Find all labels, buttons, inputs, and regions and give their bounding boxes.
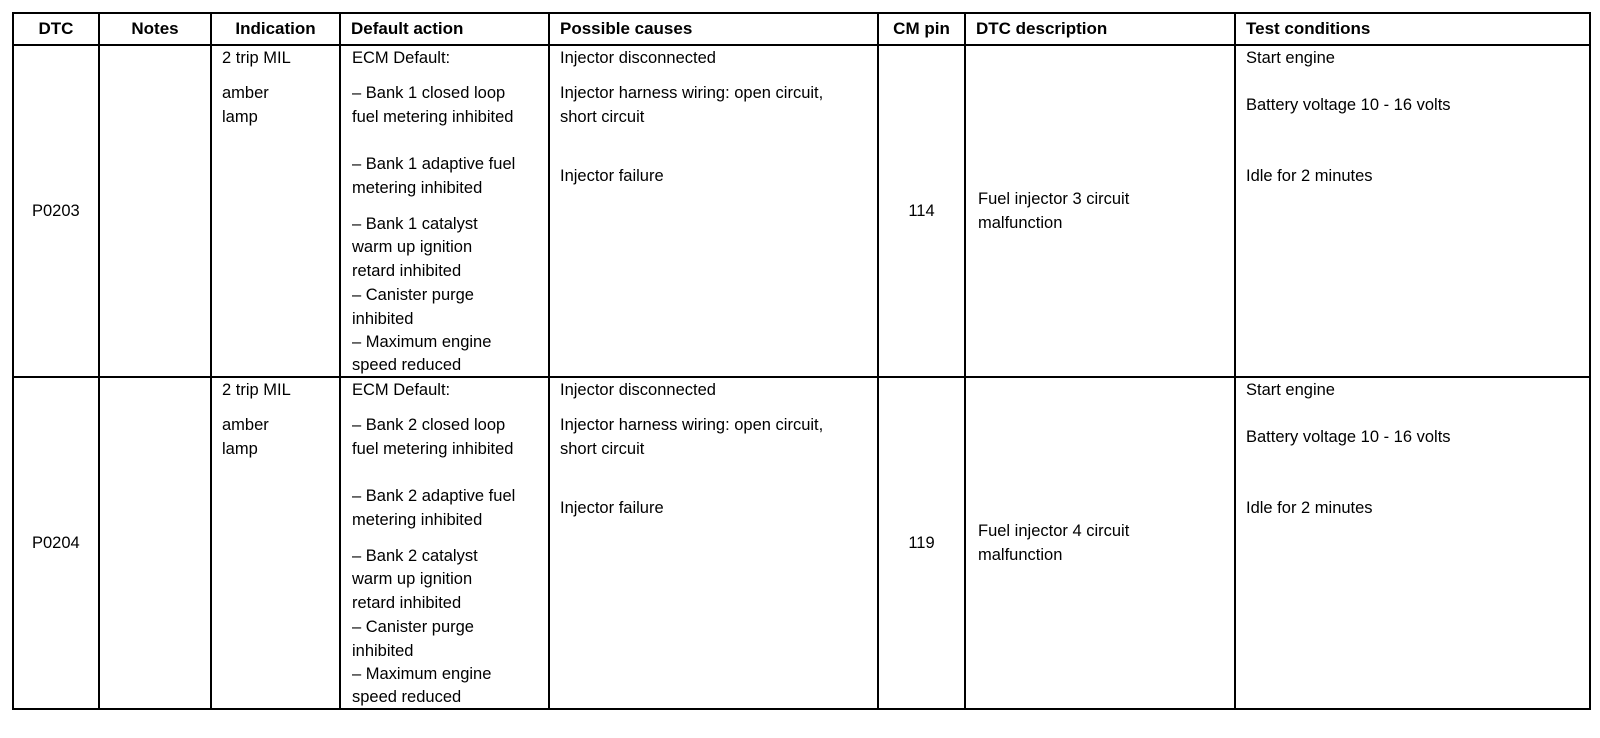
action-line: inhibited [352,642,414,660]
cause-line: Injector disconnected [560,49,716,67]
dtc-code-cell: P0204 [13,377,99,709]
action-line: warm up ignition [352,570,473,588]
test-line: Start engine [1246,49,1335,67]
action-line: retard inhibited [352,594,462,612]
cause-line: Injector harness wiring: open circuit, [560,84,824,102]
default-action-cell [340,377,549,709]
header-notes: Notes [99,13,211,45]
possible-causes-cell [549,377,878,709]
action-line: – Bank 1 catalyst [352,215,478,233]
indication-line: amber [222,416,269,434]
indication-line: 2 trip MIL [222,381,291,399]
indication-cell [211,45,340,377]
table-row [13,377,1590,709]
description-line: malfunction [978,214,1063,232]
action-line: metering inhibited [352,179,483,197]
indication-cell [211,377,340,709]
action-line: – Maximum engine [352,665,492,683]
cause-line: short circuit [560,108,645,126]
default-action-cell [340,45,549,377]
description-line: Fuel injector 3 circuit [978,190,1130,208]
action-line: inhibited [352,310,414,328]
action-line: – Bank 2 catalyst [352,547,478,565]
cm-pin-cell: 119 [878,377,965,709]
action-line: – Bank 1 adaptive fuel [352,155,516,173]
dtc-description-cell [965,377,1235,709]
action-line: – Maximum engine [352,333,492,351]
cause-line: Injector disconnected [560,381,716,399]
action-line: speed reduced [352,688,462,706]
test-line: Battery voltage 10 - 16 volts [1246,428,1451,446]
header-default-action: Default action [340,13,549,45]
description-line: malfunction [978,546,1063,564]
action-line: warm up ignition [352,238,473,256]
test-conditions-cell [1235,377,1590,709]
cause-line: Injector failure [560,167,664,185]
cause-line: short circuit [560,440,645,458]
header-possible-causes: Possible causes [549,13,878,45]
test-conditions-cell [1235,45,1590,377]
header-test-conditions: Test conditions [1235,13,1590,45]
indication-line: lamp [222,108,258,126]
cause-line: Injector failure [560,499,664,517]
indication-line: amber [222,84,269,102]
notes-cell [99,377,211,709]
action-line: – Bank 2 closed loop [352,416,506,434]
action-line: speed reduced [352,356,462,374]
dtc-table-container [12,12,1589,727]
action-line: ECM Default: [352,49,451,67]
dtc-table [12,12,1591,710]
test-line: Battery voltage 10 - 16 volts [1246,96,1451,114]
action-line: fuel metering inhibited [352,440,514,458]
test-line: Start engine [1246,381,1335,399]
header-cm-pin: CM pin [878,13,965,45]
action-line: fuel metering inhibited [352,108,514,126]
dtc-description-cell [965,45,1235,377]
action-line: – Canister purge [352,618,474,636]
header-row [13,13,1590,45]
action-line: – Canister purge [352,286,474,304]
description-line: Fuel injector 4 circuit [978,522,1130,540]
action-line: retard inhibited [352,262,462,280]
table-row [13,45,1590,377]
action-line: – Bank 2 adaptive fuel [352,487,516,505]
test-line: Idle for 2 minutes [1246,499,1373,517]
dtc-code-cell: P0203 [13,45,99,377]
cause-line: Injector harness wiring: open circuit, [560,416,824,434]
action-line: metering inhibited [352,511,483,529]
header-dtc: DTC [13,13,99,45]
header-dtc-description: DTC description [965,13,1235,45]
possible-causes-cell [549,45,878,377]
header-indication: Indication [211,13,340,45]
notes-cell [99,45,211,377]
action-line: ECM Default: [352,381,451,399]
indication-line: lamp [222,440,258,458]
test-line: Idle for 2 minutes [1246,167,1373,185]
indication-line: 2 trip MIL [222,49,291,67]
action-line: – Bank 1 closed loop [352,84,506,102]
cm-pin-cell: 114 [878,45,965,377]
